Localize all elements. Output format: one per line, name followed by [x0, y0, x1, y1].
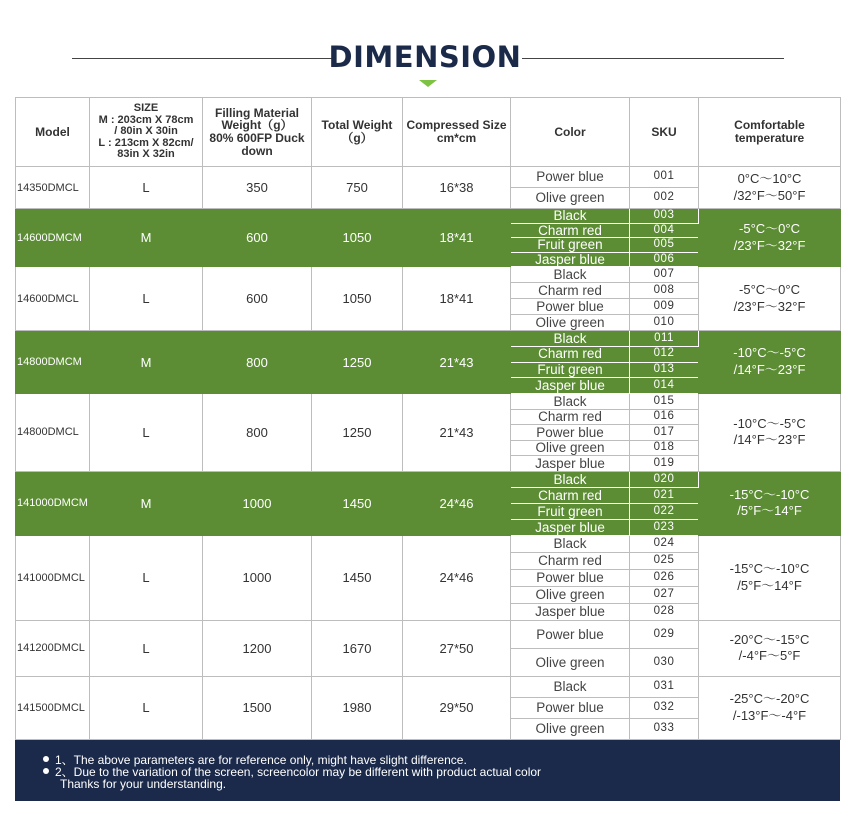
- cell-filling: 1500: [203, 676, 312, 739]
- cell-sku: 009: [630, 299, 699, 315]
- cell-color: Black: [511, 394, 630, 410]
- cell-sku: 029: [630, 620, 699, 648]
- title-marker-icon: [419, 80, 437, 87]
- cell-sku: 033: [630, 718, 699, 739]
- cell-color: Charm red: [511, 283, 630, 299]
- cell-sku: 030: [630, 648, 699, 676]
- header: [0, 0, 850, 95]
- cell-sku: 019: [630, 456, 699, 472]
- cell-color: Jasper blue: [511, 378, 630, 394]
- table-row: [16, 471, 841, 487]
- cell-color: Charm red: [511, 346, 630, 362]
- cell-size: L: [90, 267, 203, 331]
- cell-color: Black: [511, 471, 630, 487]
- note-2: 2、Due to the variation of the screen, screencolor may be different with product actual color: [43, 766, 541, 778]
- cell-sku: 031: [630, 676, 699, 697]
- cell-size: L: [90, 535, 203, 620]
- cell-color: Jasper blue: [511, 519, 630, 535]
- table-row: [16, 209, 841, 224]
- cell-compressed-size: 21*43: [403, 394, 511, 472]
- header-temperature: Comfortable temperature: [699, 98, 841, 167]
- cell-color: Jasper blue: [511, 603, 630, 620]
- cell-sku: 003: [630, 209, 699, 224]
- cell-sku: 004: [630, 223, 699, 238]
- cell-total-weight: 1450: [312, 471, 403, 535]
- cell-total-weight: 1050: [312, 267, 403, 331]
- table-row: [16, 676, 841, 697]
- cell-color: Power blue: [511, 697, 630, 718]
- cell-color: Olive green: [511, 586, 630, 603]
- cell-compressed-size: 29*50: [403, 676, 511, 739]
- cell-size: L: [90, 620, 203, 676]
- cell-compressed-size: 27*50: [403, 620, 511, 676]
- table-row: [16, 394, 841, 410]
- cell-model: 14600DMCM: [16, 209, 90, 267]
- cell-color: Charm red: [511, 487, 630, 503]
- cell-color: Jasper blue: [511, 252, 630, 267]
- cell-sku: 010: [630, 315, 699, 331]
- cell-color: Olive green: [511, 188, 630, 209]
- cell-color: Fruit green: [511, 238, 630, 253]
- cell-color: Jasper blue: [511, 456, 630, 472]
- cell-sku: 032: [630, 697, 699, 718]
- cell-temperature: -10°C～-5°C /14°F～23°F: [699, 331, 841, 394]
- header-filling: Filling Material Weight（g） 80% 600FP Duck down: [203, 98, 312, 167]
- cell-color: Olive green: [511, 315, 630, 331]
- header-model: Model: [16, 98, 90, 167]
- cell-color: Charm red: [511, 409, 630, 425]
- cell-filling: 350: [203, 167, 312, 209]
- cell-sku: 023: [630, 519, 699, 535]
- cell-size: L: [90, 167, 203, 209]
- cell-color: Power blue: [511, 299, 630, 315]
- cell-total-weight: 1980: [312, 676, 403, 739]
- cell-sku: 016: [630, 409, 699, 425]
- header-color: Color: [511, 98, 630, 167]
- cell-sku: 001: [630, 167, 699, 188]
- cell-model: 14350DMCL: [16, 167, 90, 209]
- cell-filling: 600: [203, 209, 312, 267]
- header-size: SIZE M : 203cm X 78cm / 80in X 30in L : 213cm X 82cm/ 83in X 32in: [90, 98, 203, 167]
- cell-temperature: -5°C～0°C /23°F～32°F: [699, 209, 841, 267]
- cell-color: Black: [511, 676, 630, 697]
- cell-sku: 002: [630, 188, 699, 209]
- cell-color: Power blue: [511, 569, 630, 586]
- cell-model: 141200DMCL: [16, 620, 90, 676]
- cell-temperature: -15°C～-10°C /5°F～14°F: [699, 535, 841, 620]
- cell-total-weight: 750: [312, 167, 403, 209]
- cell-sku: 022: [630, 503, 699, 519]
- bullet-icon: [43, 756, 49, 762]
- cell-color: Power blue: [511, 425, 630, 441]
- cell-sku: 018: [630, 440, 699, 456]
- cell-sku: 011: [630, 331, 699, 347]
- notes-panel: [15, 740, 840, 801]
- note-1: 1、The above parameters are for reference only, might have slight difference.: [43, 754, 467, 766]
- bullet-icon: [43, 768, 49, 774]
- table-row: [16, 331, 841, 347]
- note-3: Thanks for your understanding.: [60, 777, 227, 791]
- cell-size: L: [90, 676, 203, 739]
- cell-temperature: -10°C～-5°C /14°F～23°F: [699, 394, 841, 472]
- cell-sku: 020: [630, 471, 699, 487]
- table-row: [16, 620, 841, 648]
- cell-color: Black: [511, 331, 630, 347]
- cell-temperature: -15°C～-10°C /5°F～14°F: [699, 471, 841, 535]
- cell-color: Black: [511, 209, 630, 224]
- cell-filling: 800: [203, 394, 312, 472]
- cell-model: 14800DMCM: [16, 331, 90, 394]
- cell-temperature: -5°C～0°C /23°F～32°F: [699, 267, 841, 331]
- table-row: [16, 167, 841, 188]
- cell-sku: 021: [630, 487, 699, 503]
- cell-filling: 1000: [203, 471, 312, 535]
- cell-color: Charm red: [511, 552, 630, 569]
- cell-model: 14600DMCL: [16, 267, 90, 331]
- cell-sku: 026: [630, 569, 699, 586]
- cell-sku: 005: [630, 238, 699, 253]
- cell-sku: 012: [630, 346, 699, 362]
- cell-total-weight: 1450: [312, 535, 403, 620]
- cell-filling: 600: [203, 267, 312, 331]
- cell-sku: 008: [630, 283, 699, 299]
- cell-temperature: -20°C～-15°C /-4°F～5°F: [699, 620, 841, 676]
- table-row: [16, 267, 841, 283]
- cell-temperature: 0°C～10°C /32°F～50°F: [699, 167, 841, 209]
- cell-model: 141000DMCL: [16, 535, 90, 620]
- cell-size: M: [90, 209, 203, 267]
- cell-sku: 006: [630, 252, 699, 267]
- cell-temperature: -25°C～-20°C /-13°F～-4°F: [699, 676, 841, 739]
- cell-size: M: [90, 471, 203, 535]
- cell-filling: 1200: [203, 620, 312, 676]
- cell-compressed-size: 24*46: [403, 471, 511, 535]
- header-compressed-size: Compressed Size cm*cm: [403, 98, 511, 167]
- cell-sku: 027: [630, 586, 699, 603]
- cell-compressed-size: 18*41: [403, 267, 511, 331]
- header-sku: SKU: [630, 98, 699, 167]
- cell-color: Black: [511, 535, 630, 552]
- cell-color: Black: [511, 267, 630, 283]
- dimension-table: [15, 97, 841, 740]
- table-body: [16, 167, 841, 740]
- cell-sku: 024: [630, 535, 699, 552]
- cell-size: M: [90, 331, 203, 394]
- cell-filling: 800: [203, 331, 312, 394]
- cell-sku: 025: [630, 552, 699, 569]
- cell-sku: 017: [630, 425, 699, 441]
- cell-color: Olive green: [511, 718, 630, 739]
- header-total-weight: Total Weight （g）: [312, 98, 403, 167]
- cell-color: Fruit green: [511, 362, 630, 378]
- cell-filling: 1000: [203, 535, 312, 620]
- cell-color: Olive green: [511, 440, 630, 456]
- cell-compressed-size: 21*43: [403, 331, 511, 394]
- cell-color: Charm red: [511, 223, 630, 238]
- cell-color: Fruit green: [511, 503, 630, 519]
- cell-color: Olive green: [511, 648, 630, 676]
- cell-total-weight: 1050: [312, 209, 403, 267]
- cell-size: L: [90, 394, 203, 472]
- cell-color: Power blue: [511, 167, 630, 188]
- cell-sku: 015: [630, 394, 699, 410]
- cell-sku: 014: [630, 378, 699, 394]
- cell-model: 141500DMCL: [16, 676, 90, 739]
- cell-total-weight: 1670: [312, 620, 403, 676]
- cell-sku: 007: [630, 267, 699, 283]
- cell-model: 141000DMCM: [16, 471, 90, 535]
- cell-sku: 013: [630, 362, 699, 378]
- cell-compressed-size: 16*38: [403, 167, 511, 209]
- cell-compressed-size: 24*46: [403, 535, 511, 620]
- page-title: DIMENSION: [328, 40, 522, 74]
- table-row: [16, 535, 841, 552]
- cell-color: Power blue: [511, 620, 630, 648]
- cell-compressed-size: 18*41: [403, 209, 511, 267]
- title-rule-right: [522, 58, 784, 59]
- cell-model: 14800DMCL: [16, 394, 90, 472]
- table-header-row: [16, 98, 841, 167]
- cell-total-weight: 1250: [312, 331, 403, 394]
- cell-total-weight: 1250: [312, 394, 403, 472]
- cell-sku: 028: [630, 603, 699, 620]
